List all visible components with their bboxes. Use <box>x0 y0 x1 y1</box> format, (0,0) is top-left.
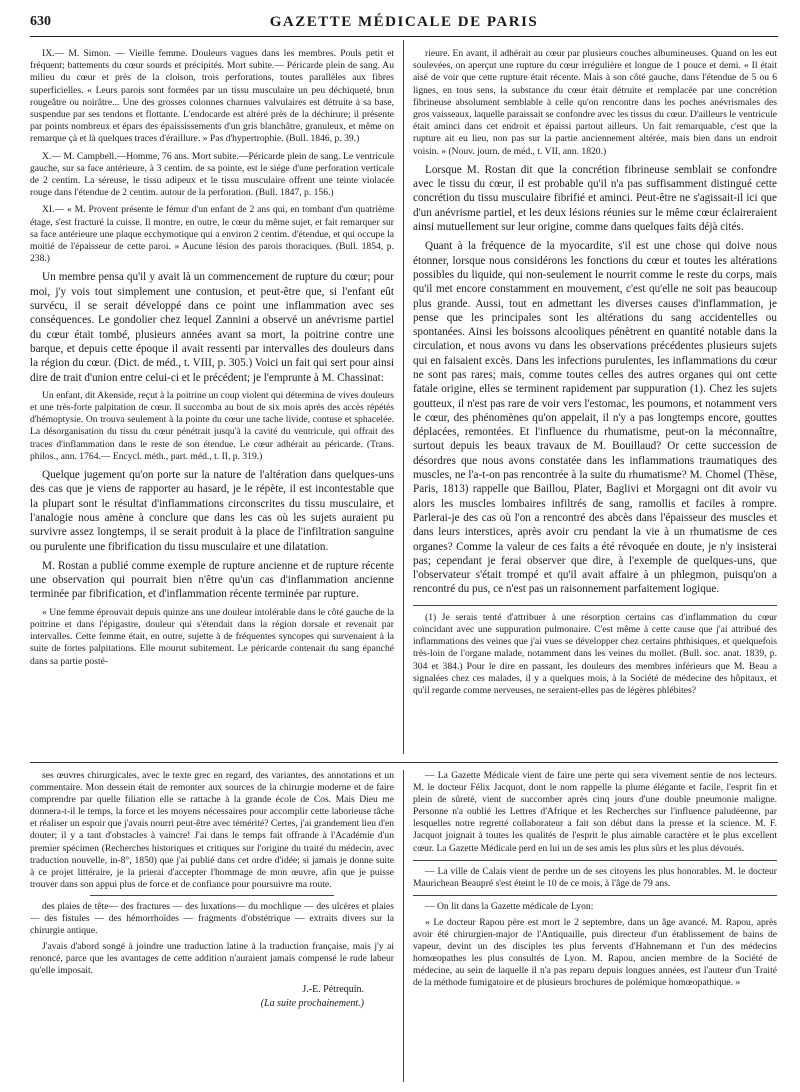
separator <box>413 895 777 896</box>
column-divider <box>403 770 404 1082</box>
page-number: 630 <box>30 14 51 29</box>
news-item: — On lit dans la Gazette médicale de Lyon: <box>425 900 594 912</box>
case-ix: IX.— M. Simon. — Vieille femme. Douleurs vagues dans les membres. Pouls petit et fréquent; battements du cœur sourds et précipités. Mort subite.— Péricarde plein de sang. Au milieu du cœur et près de la cloison, trois perforations, toutes parallèles aux fibres superficielles. « Leurs parois sont formées par un tissu musculaire un peu déchiqueté, brun rougeâtre ou noirâtre... Une des grosses colonnes charnues valvulaires est détruite à sa base, suspendue par ses tendons et flottante. L'endocarde est altéré près de la déchirure; il présente par points nombreux et épars des épaississements d'un gris blanchâtre, granuleux, et même on remarque çà et là quelques traces d'éraillure. » Pas d'hypertrophie. (Bull. 1846, p. 39.) <box>30 48 394 145</box>
news-item: — La ville de Calais vient de perdre un de ses citoyens les plus honorables. M. le docteur Maurichean Beaupré s'est éteint le 10 de ce mois, à l'âge de 79 ans. <box>413 865 777 889</box>
upper-right-column <box>413 48 777 702</box>
quotation: « Une femme éprouvait depuis quinze ans une douleur intolérable dans le côté gauche de la poitrine et dans l'épigastre, douleur qui s'étendait dans la région dorsale et revenait par intervalles. Cette femme était, en outre, sujette à de fréquentes syncopes qui survenaient à la suite de fortes palpitations. Elle mourut subitement. Le péricarde contenait du sang épanché dans sa partie posté- <box>30 606 394 667</box>
column-divider <box>403 40 404 754</box>
author-signature: J.-E. Pétrequin. <box>302 983 364 995</box>
news-item: « Le docteur Rapou père est mort le 2 septembre, dans un âge avancé. M. Rapou, après avoir été chirurgien-major de l'Antiquaille, puis directeur d'un établissement de bains de vapeur, devint un des disciples les plus fervents d'Hahnemann et l'un des médecins homœopathes les plus consultés de Lyon. M. Rapou, ancien membre de la Société de médecine, au sein de laquelle il n'a pas reparu depuis longues années, est l'auteur d'un Traité de la méthode fumigatoire et de plusieurs brochures de polémique homœopathique. » <box>413 916 777 989</box>
paragraph: Quelque jugement qu'on porte sur la nature de l'altération dans quelques-uns des cas que je viens de rapporter au hasard, je le répète, il est incontestable que la plupart sont le résultat d'inflammations circonscrites du tissu musculaire, et l'analogie nous amène à conclure que dans les cas où les sujets auraient pu survivre assez longtemps, il se serait produit à la place de l'infiltration sanguine ou purulente une fibrification du tissu musculaire et une dilatation. <box>30 469 394 553</box>
journal-title: GAZETTE MÉDICALE DE PARIS <box>269 14 539 30</box>
case-x: X.— M. Campbell.—Homme, 76 ans. Mort subite.—Péricarde plein de sang. Le ventricule gauche, sur sa face antérieure, à 3 centim. de sa pointe, est le siége d'une perforation verticale de 2 centim. La séreuse, le tissu adipeux et le tissu musculaire offrent une teinte violacée rouge dans l'étendue de 2 centim. autour de la perforation. (Bull. 1847, p. 156.) <box>30 150 394 199</box>
page-header <box>30 14 778 37</box>
paragraph: J'avais d'abord songé à joindre une traduction latine à la traduction française, mais j'y ai renoncé, parce que les avantages de cette addition n'auraient jamais compensé le rude labeur qu'elle imposait. <box>30 941 394 977</box>
continued-note: (La suite prochainement.) <box>260 997 364 1009</box>
paragraph: M. Rostan a publié comme exemple de rupture ancienne et de rupture récente une observation qui pourrait bien n'être qu'un cas d'inflammation ancienne terminée par fibrification, et d'inflammation récente terminée par rupture. <box>30 559 394 601</box>
separator <box>413 860 777 861</box>
paragraph: Un membre pensa qu'il y avait là un commencement de rupture du cœur; pour moi, j'y vois tout simplement une contusion, et peut-être que, si l'enfant eût survécu, il se serait développé dans ce point une inflammation avec ses conséquences. Le gondolier chez lequel Zannini a observé un anévrisme partiel du cœur était tombé, plusieurs années avant sa mort, la poitrine contre une barque, et depuis cette époque il avait ressenti par intervalles des douleurs dans la région du cœur. (Dict. de méd., t. VIII, p. 305.) Voici un fait qui sert pour ainsi dire de trait d'union entre celui-ci et le précédent; je l'emprunte à M. Chassinat: <box>30 271 394 384</box>
paragraph: Lorsque M. Rostan dit que la concrétion fibrineuse semblait se confondre avec le tissu du cœur, il est probable qu'il n'a pas suffisamment distingué cette concrétion du tissu musculaire fibrifié et aminci. Peut-être ne s'agissait-il ici que d'un anévrisme partiel, et les deux lésions réunies sur le même cœur éclaireraient ainsi mutuellement sur leur origine, comme dans quelques faits déjà cités. <box>413 163 777 234</box>
case-xi: XI.— « M. Provent présente le fémur d'un enfant de 2 ans qui, en tombant d'un quatrième étage, s'est fracturé la cuisse. Il montre, en outre, le cœur du même sujet, et fait remarquer sur sa face antérieure une plaque ecchymotique qui a environ 2 centim. d'étendue, et qui occupe la moitié de l'épaisseur de cette paroi. » Aucune lésion des parois thoraciques. (Bull. 1854, p. 238.) <box>30 204 394 265</box>
lower-left-column <box>30 770 394 1010</box>
news-item: — La Gazette Médicale vient de faire une perte qui sera vivement sentie de nos lecteurs. M. le docteur Félix Jacquot, dont le nom rappelle la plume élégante et facile, l'esprit fin et plein de sûreté, vient de succomber après cinq jours d'une double pneumonie maligne. Personne n'a oublié les Lettres d'Afrique et les Recherches sur l'influence paludéenne, par lesquelles notre regretté collaborateur a fait son début dans la presse et la science. M. F. Jacquot joignait à toutes les qualités de l'esprit le plus aimable caractère et le plus excellent cœur. La Gazette Médicale perd en lui un de ses amis les plus sûrs et les plus dévoués. <box>413 770 777 854</box>
footnote-divider <box>413 605 777 606</box>
section-divider <box>30 762 778 763</box>
quotation: rieure. En avant, il adhérait au cœur par plusieurs couches albumineuses. Quand on les eut soulevées, on aperçut une rupture du cœur irrégulière et longue de 1 pouce et demi. « Il était aisé de voir que cette rupture était récente. Mais à son côté gauche, dans l'étendue de 5 ou 6 lignes, en tous sens, la substance du cœur était détruite et remplacée par une concrétion fibrineuse absolument semblable à celle qu'on rencontre dans les poches anévrismales des gros vaisseaux, laquelle paraissait se confondre avec les tissus du cœur. D'ailleurs le ventricule était aminci dans cet endroit et épaissi partout ailleurs. Un fait remarquable, c'est que la rupture ait eu lieu, non pas sur la partie anciennement altérée, mais bien dans un endroit voisin. » (Nouv. journ. de méd., t. VII, ann. 1820.) <box>413 48 777 157</box>
paragraph: des plaies de tête— des fractures — des luxations— du mochlique — des ulcères et plaies — des fistules — des hémorrhoïdes — fragments d'obstétrique — extraits divers sur la chirurgie antique. <box>30 900 394 937</box>
paragraph: ses œuvres chirurgicales, avec le texte grec en regard, des variantes, des annotations et un commentaire. Mon dessein était de remonter aux sources de la chirurgie moderne et de faire comprendre par quelle filiation elle se rattache à la grande école de Cos. Mais Dieu me donnera-t-il le temps, la force et les moyens nécessaires pour accomplir cette laborieuse tâche et réaliser un espoir que j'avais nourri peut-être avec témérité? Certes, j'ai grandement lieu d'en douter; il y a tant d'obstacles à vaincre! J'ai dans le temps fait offrande à l'Académie d'un premier spécimen (Recherches historiques et critiques sur l'origine du traité du médecin, avec traduction nouvelle, in-8°, 1850) que j'ai publié dans cet ordre d'idée; si jamais je donne suite à ce projet littéraire, je la prierai d'accepter l'hommage de mon œuvre, afin que je puisse trouver dans son appui plus de force et de confiance pour poursuivre ma route. <box>30 770 394 890</box>
footnote: (1) Je serais tenté d'attribuer à une résorption certains cas d'inflammation du cœur coïncidant avec une suppuration pulmonaire. C'est même à cette cause que j'ai attribué des inflammations des veines que j'ai vues se développer chez certains phthisiques, et quelquefois très-loin de l'organe malade, notamment dans les veines du mollet. (Bull. soc. anat. 1839, p. 304 et 384.) Pour le dire en passant, les douleurs des membres inférieurs que M. Beau a signalées chez ces malades, il y a quelques mois, à la Société de médecine des hôpitaux, et qu'il regarde comme nerveuses, ne seraient-elles pas de légères phlébites? <box>413 611 777 696</box>
lower-right-column <box>413 770 777 994</box>
quotation: Un enfant, dit Akenside, reçut à la poitrine un coup violent qui détermina de vives douleurs et une très-forte palpitation de cœur. Il succomba au bout de six mois après des accès répétés d'hémoptysie. On trouva seulement à la pointe du cœur une tache livide, contuse et sphacelée. La désorganisation du tissu du cœur pénétrait jusqu'à la cavité du ventricule, qui offrait des traces d'inflammation dans le reste de son étendue. Le cœur adhérait au péricarde. (Trans. philos., ann. 1764.— Encycl. méth., part. méd., t. II, p. 319.) <box>30 389 394 462</box>
upper-left-column <box>30 48 394 673</box>
paragraph: Quant à la fréquence de la myocardite, s'il est une chose qui doive nous étonner, lorsque nous considérons les fonctions du cœur et toutes les altérations possibles du liquide, qui non-seulement le nourrit comme le reste du corps, mais qu'il met encore constamment en mouvement, c'est qu'elle ne soit pas beaucoup plus grande. Aussi, tout en admettant les diverses causes d'inflammation, je pense que les principales sont les altérations du sang accidentelles ou spontanées. Ainsi les boissons alcooliques pénètrent en quantité notable dans la circulation, et nous avons vu dans les observations précédentes plusieurs sujets qui en faisaient excès. Dans les infections purulentes, les inflammations du cœur ne sont pas rares; mais, comme toutes celles des autres organes qui ont cette fatale origine, elles se terminent rapidement par suppuration (1). Chez les sujets goutteux, il n'est pas rare de voir vers l'estomac, les poumons, et notamment vers le cœur, des phénomènes qu'on appelait, il n'y a pas longtemps encore, gouttes déplacées, remontées. Et l'influence du rhumatisme, peut-on la méconnaître, surtout depuis les beaux travaux de M. Bouillaud? Or cette succession de désordres que nous avons constatée dans les inflammations traumatiques des muscles, ne l'a-t-on pas rencontrée à la suite du rhumatisme? M. Chomel (Thèse, Paris, 1813) rappelle que Baillou, Plater, Baglivi et Morgagni ont dit avoir vu alors les muscles lombaires infiltrés de sang, ramollis et faciles à rompre. Parlerai-je des cas où l'on a rencontré des abcès dans l'épaisseur des muscles et dans leurs interstices, après avoir cru pendant la vie à un rhumatisme de ces organes? Comme la valeur de ces faits a été révoquée en doute, je n'y insisterai pas; cependant je ferai observer que dire, à l'exemple de quelques-uns, que l'observateur s'était trompé et qu'il avait affaire à un phlegmon, puisqu'on a rencontré du pus, ce n'est pas un raisonnement parfaitement logique. <box>413 240 777 596</box>
separator <box>90 895 334 896</box>
